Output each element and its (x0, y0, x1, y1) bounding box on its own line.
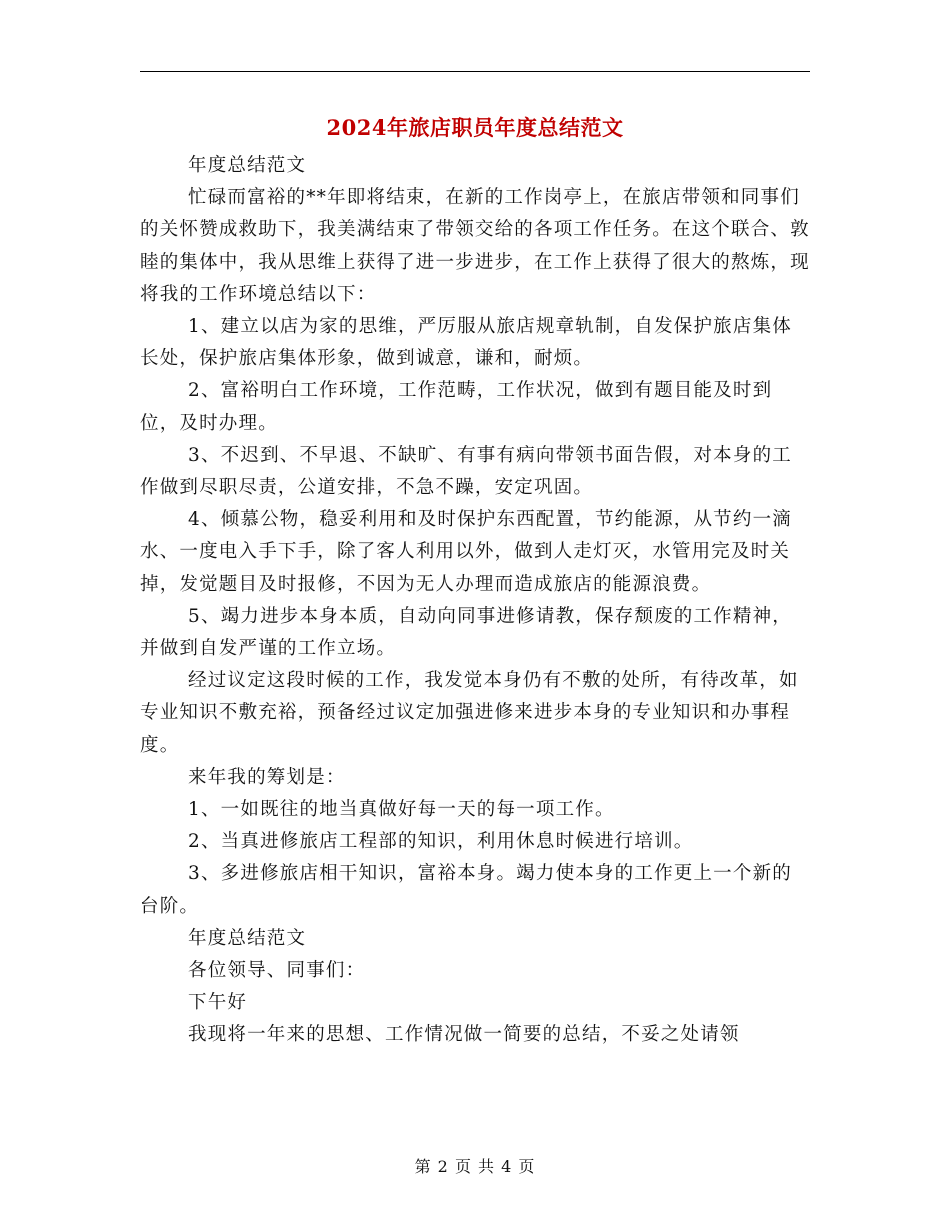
paragraph: 经过议定这段时候的工作，我发觉本身仍有不敷的处所，有待改革，如专业知识不敷充裕，预备经过议定加强进修来进步本身的专业知识和办事程度。 (140, 670, 799, 756)
paragraph: 4、倾慕公物，稳妥利用和及时保护东西配置，节约能源，从节约一滴水、一度电入手下手，除了客人利用以外，做到人走灯灭，水管用完及时关掉，发觉题目及时报修，不因为无人办理而造成旅店的能源浪费。 (140, 509, 792, 595)
paragraph: 我现将一年来的思想、工作情况做一简要的总结，不妥之处请领 (188, 1024, 740, 1046)
document-body (140, 150, 810, 1052)
document-title: 2024年旅店职员年度总结范文 (326, 115, 624, 140)
paragraph: 下午好 (188, 992, 248, 1014)
paragraph: 忙碌而富裕的**年即将结束，在新的工作岗亭上，在旅店带领和同事们的关怀赞成救助下，我美满结束了带领交给的各项工作任务。在这个联合、敦睦的集体中，我从思维上获得了进一步进步，在工作上获得了很大的熬炼，现将我的工作环境总结以下： (140, 187, 810, 305)
paragraph: 来年我的筹划是： (188, 766, 346, 788)
page-footer: 第 2 页 共 4 页 (414, 1157, 536, 1176)
paragraph: 5、竭力进步本身本质，自动向同事进修请教，保存颓废的工作精神，并做到自发严谨的工作立场。 (140, 605, 792, 660)
paragraph: 1、建立以店为家的思维，严厉服从旅店规章轨制，自发保护旅店集体长处，保护旅店集体形象，做到诚意，谦和，耐烦。 (140, 316, 792, 370)
paragraph: 各位领导、同事们： (188, 960, 366, 982)
paragraph: 3、不迟到、不早退、不缺旷、有事有病向带领书面告假，对本身的工作做到尽职尽责，公道安排，不急不躁，安定巩固。 (140, 444, 792, 499)
paragraph: 3、多进修旅店相干知识，富裕本身。竭力使本身的工作更上一个新的台阶。 (140, 863, 792, 917)
paragraph: 年度总结范文 (188, 927, 307, 949)
paragraph: 年度总结范文 (188, 155, 307, 176)
header-rule (140, 71, 810, 72)
paragraph: 1、一如既往的地当真做好每一天的每一项工作。 (188, 799, 615, 821)
paragraph: 2、当真进修旅店工程部的知识，利用休息时候进行培训。 (188, 831, 694, 853)
paragraph: 2、富裕明白工作环境，工作范畴，工作状况，做到有题目能及时到位，及时办理。 (140, 380, 773, 434)
